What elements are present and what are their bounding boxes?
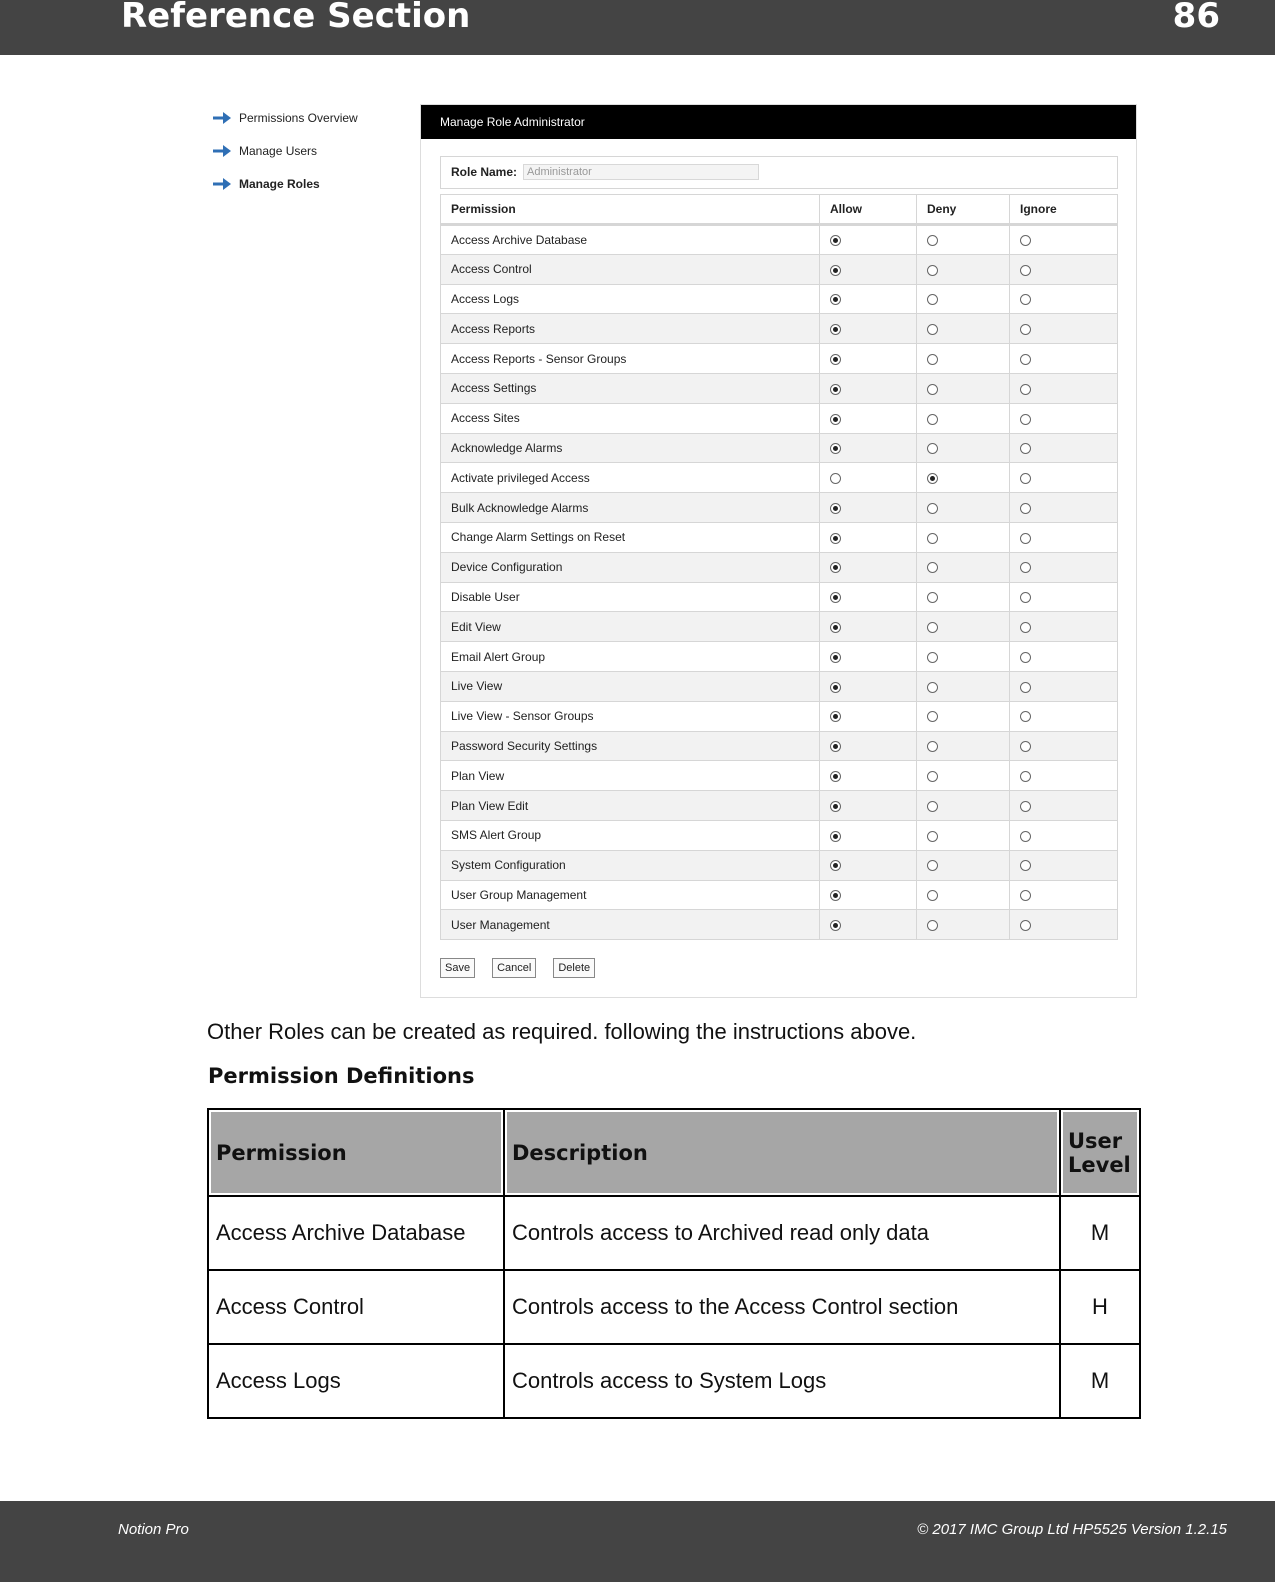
permission-name: Password Security Settings	[441, 731, 820, 761]
role-name-input[interactable]	[523, 164, 759, 180]
page-number: 86	[1172, 0, 1220, 36]
cell-ignore	[1010, 493, 1118, 523]
cell-deny	[917, 582, 1010, 612]
table-row	[441, 880, 1118, 910]
cell-allow	[820, 493, 917, 523]
table-row	[441, 671, 1118, 701]
cell-ignore	[1010, 403, 1118, 433]
page-footer	[0, 1501, 1275, 1582]
deny-radio[interactable]	[927, 443, 938, 454]
table-row	[441, 642, 1118, 672]
permission-name: Edit View	[441, 612, 820, 642]
deny-radio[interactable]	[927, 860, 938, 871]
cell-ignore	[1010, 880, 1118, 910]
permission-name: Bulk Acknowledge Alarms	[441, 493, 820, 523]
definition-permission: Access Control	[208, 1270, 504, 1344]
allow-radio[interactable]	[830, 592, 841, 603]
deny-radio[interactable]	[927, 682, 938, 693]
allow-radio[interactable]	[830, 294, 841, 305]
ignore-radio[interactable]	[1020, 652, 1031, 663]
deny-radio[interactable]	[927, 503, 938, 514]
cell-allow	[820, 880, 917, 910]
allow-radio[interactable]	[830, 741, 841, 752]
def-col-permission: Permission	[208, 1109, 504, 1196]
cell-deny	[917, 493, 1010, 523]
table-row	[441, 254, 1118, 284]
permission-name: Access Reports	[441, 314, 820, 344]
ignore-radio[interactable]	[1020, 890, 1031, 901]
nav-item-manage-roles[interactable]	[212, 167, 402, 200]
col-deny: Deny	[917, 195, 1010, 225]
deny-radio[interactable]	[927, 324, 938, 335]
role-name-row	[440, 156, 1118, 189]
ignore-radio[interactable]	[1020, 235, 1031, 246]
allow-radio[interactable]	[830, 533, 841, 544]
definition-permission: Access Logs	[208, 1344, 504, 1418]
cell-ignore	[1010, 373, 1118, 403]
cell-deny	[917, 910, 1010, 940]
definition-description: Controls access to Archived read only data	[504, 1196, 1060, 1270]
permission-name: Live View - Sensor Groups	[441, 701, 820, 731]
def-col-description: Description	[504, 1109, 1060, 1196]
allow-radio[interactable]	[830, 265, 841, 276]
allow-radio[interactable]	[830, 801, 841, 812]
section-heading: Permission Definitions	[208, 1064, 475, 1088]
table-row	[441, 552, 1118, 582]
col-allow: Allow	[820, 195, 917, 225]
nav-item-label: Manage Users	[239, 143, 318, 158]
allow-radio[interactable]	[830, 562, 841, 573]
permission-name: Plan View Edit	[441, 791, 820, 821]
cell-deny	[917, 284, 1010, 314]
allow-radio[interactable]	[830, 682, 841, 693]
nav-item-label: Permissions Overview	[239, 110, 358, 125]
definitions-header-row	[208, 1109, 1140, 1196]
cell-allow	[820, 701, 917, 731]
cell-deny	[917, 850, 1010, 880]
ignore-radio[interactable]	[1020, 622, 1031, 633]
cell-allow	[820, 225, 917, 255]
table-row	[441, 761, 1118, 791]
cell-deny	[917, 373, 1010, 403]
cell-allow	[820, 254, 917, 284]
deny-radio[interactable]	[927, 890, 938, 901]
cell-allow	[820, 850, 917, 880]
definition-row	[208, 1344, 1140, 1418]
allow-radio[interactable]	[830, 503, 841, 514]
deny-radio[interactable]	[927, 592, 938, 603]
ignore-radio[interactable]	[1020, 711, 1031, 722]
permission-name: Access Sites	[441, 403, 820, 433]
col-permission: Permission	[441, 195, 820, 225]
arrow-right-icon	[212, 111, 232, 125]
definition-level: M	[1060, 1196, 1140, 1270]
ignore-radio[interactable]	[1020, 801, 1031, 812]
cell-allow	[820, 433, 917, 463]
deny-radio[interactable]	[927, 771, 938, 782]
cell-deny	[917, 791, 1010, 821]
permissions-table	[440, 194, 1118, 940]
ignore-radio[interactable]	[1020, 324, 1031, 335]
cell-deny	[917, 731, 1010, 761]
arrow-right-icon	[212, 177, 232, 191]
allow-radio[interactable]	[830, 622, 841, 633]
table-row	[441, 582, 1118, 612]
table-row	[441, 284, 1118, 314]
cell-deny	[917, 761, 1010, 791]
cell-ignore	[1010, 522, 1118, 552]
header-title: Reference Section	[121, 0, 471, 36]
deny-radio[interactable]	[927, 711, 938, 722]
cell-allow	[820, 314, 917, 344]
allow-radio[interactable]	[830, 324, 841, 335]
col-ignore: Ignore	[1010, 195, 1118, 225]
cell-deny	[917, 463, 1010, 493]
cell-allow	[820, 463, 917, 493]
allow-radio[interactable]	[830, 711, 841, 722]
table-row	[441, 403, 1118, 433]
definition-level: H	[1060, 1270, 1140, 1344]
allow-radio[interactable]	[830, 473, 841, 484]
deny-radio[interactable]	[927, 294, 938, 305]
allow-radio[interactable]	[830, 920, 841, 931]
cell-ignore	[1010, 850, 1118, 880]
ignore-radio[interactable]	[1020, 503, 1031, 514]
allow-radio[interactable]	[830, 860, 841, 871]
cell-deny	[917, 552, 1010, 582]
permission-name: Plan View	[441, 761, 820, 791]
allow-radio[interactable]	[830, 235, 841, 246]
definition-row	[208, 1270, 1140, 1344]
cell-allow	[820, 820, 917, 850]
cell-allow	[820, 522, 917, 552]
cell-deny	[917, 820, 1010, 850]
cell-ignore	[1010, 463, 1118, 493]
ignore-radio[interactable]	[1020, 831, 1031, 842]
ignore-radio[interactable]	[1020, 562, 1031, 573]
cell-ignore	[1010, 552, 1118, 582]
ignore-radio[interactable]	[1020, 265, 1031, 276]
cell-allow	[820, 791, 917, 821]
ignore-radio[interactable]	[1020, 473, 1031, 484]
definition-description: Controls access to the Access Control section	[504, 1270, 1060, 1344]
cell-allow	[820, 761, 917, 791]
permission-name: System Configuration	[441, 850, 820, 880]
cell-deny	[917, 225, 1010, 255]
permission-name: Device Configuration	[441, 552, 820, 582]
footer-product: Notion Pro	[118, 1521, 189, 1538]
ignore-radio[interactable]	[1020, 771, 1031, 782]
permissions-body	[441, 225, 1118, 940]
cell-allow	[820, 344, 917, 374]
cell-ignore	[1010, 225, 1118, 255]
allow-radio[interactable]	[830, 652, 841, 663]
ignore-radio[interactable]	[1020, 592, 1031, 603]
side-nav	[212, 101, 402, 200]
cell-allow	[820, 582, 917, 612]
table-row	[441, 344, 1118, 374]
arrow-right-icon	[212, 144, 232, 158]
permission-name: Access Reports - Sensor Groups	[441, 344, 820, 374]
table-row	[441, 820, 1118, 850]
cell-allow	[820, 284, 917, 314]
definition-description: Controls access to System Logs	[504, 1344, 1060, 1418]
save-button[interactable]: Save	[440, 958, 475, 978]
nav-item-permissions-overview[interactable]	[212, 101, 402, 134]
permission-name: Access Archive Database	[441, 225, 820, 255]
ignore-radio[interactable]	[1020, 920, 1031, 931]
cell-deny	[917, 344, 1010, 374]
table-row	[441, 612, 1118, 642]
deny-radio[interactable]	[927, 384, 938, 395]
deny-radio[interactable]	[927, 831, 938, 842]
page-header	[0, 0, 1275, 55]
allow-radio[interactable]	[830, 354, 841, 365]
ignore-radio[interactable]	[1020, 682, 1031, 693]
deny-radio[interactable]	[927, 652, 938, 663]
cell-allow	[820, 642, 917, 672]
role-name-label: Role Name:	[451, 165, 518, 179]
cell-ignore	[1010, 284, 1118, 314]
table-row	[441, 463, 1118, 493]
permission-name: Acknowledge Alarms	[441, 433, 820, 463]
table-row	[441, 433, 1118, 463]
allow-radio[interactable]	[830, 831, 841, 842]
definition-permission: Access Archive Database	[208, 1196, 504, 1270]
table-header-row	[441, 195, 1118, 225]
cell-ignore	[1010, 582, 1118, 612]
table-row	[441, 314, 1118, 344]
action-buttons	[440, 958, 612, 978]
ignore-radio[interactable]	[1020, 533, 1031, 544]
permission-name: Live View	[441, 671, 820, 701]
definition-row	[208, 1196, 1140, 1270]
table-row	[441, 493, 1118, 523]
cell-deny	[917, 880, 1010, 910]
allow-radio[interactable]	[830, 771, 841, 782]
cell-allow	[820, 910, 917, 940]
ignore-radio[interactable]	[1020, 443, 1031, 454]
cancel-button[interactable]: Cancel	[492, 958, 536, 978]
cell-allow	[820, 612, 917, 642]
definitions-body	[208, 1196, 1140, 1418]
cell-allow	[820, 552, 917, 582]
cell-deny	[917, 403, 1010, 433]
table-row	[441, 850, 1118, 880]
cell-ignore	[1010, 761, 1118, 791]
allow-radio[interactable]	[830, 443, 841, 454]
deny-radio[interactable]	[927, 414, 938, 425]
deny-radio[interactable]	[927, 801, 938, 812]
panel-title: Manage Role Administrator	[421, 105, 1136, 139]
permission-name: Access Control	[441, 254, 820, 284]
cell-ignore	[1010, 344, 1118, 374]
permission-name: User Management	[441, 910, 820, 940]
deny-radio[interactable]	[927, 622, 938, 633]
cell-ignore	[1010, 612, 1118, 642]
table-row	[441, 731, 1118, 761]
cell-deny	[917, 642, 1010, 672]
nav-item-manage-users[interactable]	[212, 134, 402, 167]
ignore-radio[interactable]	[1020, 741, 1031, 752]
def-col-level: User Level	[1060, 1109, 1140, 1196]
deny-radio[interactable]	[927, 235, 938, 246]
cell-deny	[917, 254, 1010, 284]
permission-name: Email Alert Group	[441, 642, 820, 672]
permission-name: Activate privileged Access	[441, 463, 820, 493]
cell-deny	[917, 671, 1010, 701]
deny-radio[interactable]	[927, 473, 938, 484]
cell-ignore	[1010, 791, 1118, 821]
allow-radio[interactable]	[830, 890, 841, 901]
deny-radio[interactable]	[927, 741, 938, 752]
deny-radio[interactable]	[927, 562, 938, 573]
nav-item-label: Manage Roles	[239, 176, 320, 191]
cell-ignore	[1010, 433, 1118, 463]
cell-ignore	[1010, 701, 1118, 731]
table-row	[441, 910, 1118, 940]
table-row	[441, 225, 1118, 255]
permission-name: Access Settings	[441, 373, 820, 403]
cell-allow	[820, 731, 917, 761]
cell-ignore	[1010, 642, 1118, 672]
cell-ignore	[1010, 314, 1118, 344]
permission-name: User Group Management	[441, 880, 820, 910]
permission-name: SMS Alert Group	[441, 820, 820, 850]
footer-copyright: © 2017 IMC Group Ltd HP5525 Version 1.2.15	[917, 1521, 1227, 1538]
cell-deny	[917, 522, 1010, 552]
cell-ignore	[1010, 910, 1118, 940]
table-row	[441, 791, 1118, 821]
table-row	[441, 701, 1118, 731]
ignore-radio[interactable]	[1020, 294, 1031, 305]
permission-name: Access Logs	[441, 284, 820, 314]
body-paragraph: Other Roles can be created as required. following the instructions above.	[207, 1019, 917, 1044]
deny-radio[interactable]	[927, 354, 938, 365]
deny-radio[interactable]	[927, 533, 938, 544]
cell-ignore	[1010, 671, 1118, 701]
cell-ignore	[1010, 254, 1118, 284]
table-row	[441, 373, 1118, 403]
cell-deny	[917, 314, 1010, 344]
cell-deny	[917, 433, 1010, 463]
definition-level: M	[1060, 1344, 1140, 1418]
cell-deny	[917, 612, 1010, 642]
ignore-radio[interactable]	[1020, 384, 1031, 395]
definitions-table	[207, 1108, 1141, 1419]
permission-name: Change Alarm Settings on Reset	[441, 522, 820, 552]
cell-ignore	[1010, 820, 1118, 850]
delete-button[interactable]: Delete	[553, 958, 595, 978]
cell-deny	[917, 701, 1010, 731]
ignore-radio[interactable]	[1020, 354, 1031, 365]
ignore-radio[interactable]	[1020, 860, 1031, 871]
cell-allow	[820, 403, 917, 433]
deny-radio[interactable]	[927, 920, 938, 931]
allow-radio[interactable]	[830, 384, 841, 395]
permission-name: Disable User	[441, 582, 820, 612]
cell-allow	[820, 671, 917, 701]
cell-allow	[820, 373, 917, 403]
manage-role-panel	[420, 104, 1137, 998]
allow-radio[interactable]	[830, 414, 841, 425]
ignore-radio[interactable]	[1020, 414, 1031, 425]
cell-ignore	[1010, 731, 1118, 761]
deny-radio[interactable]	[927, 265, 938, 276]
table-row	[441, 522, 1118, 552]
